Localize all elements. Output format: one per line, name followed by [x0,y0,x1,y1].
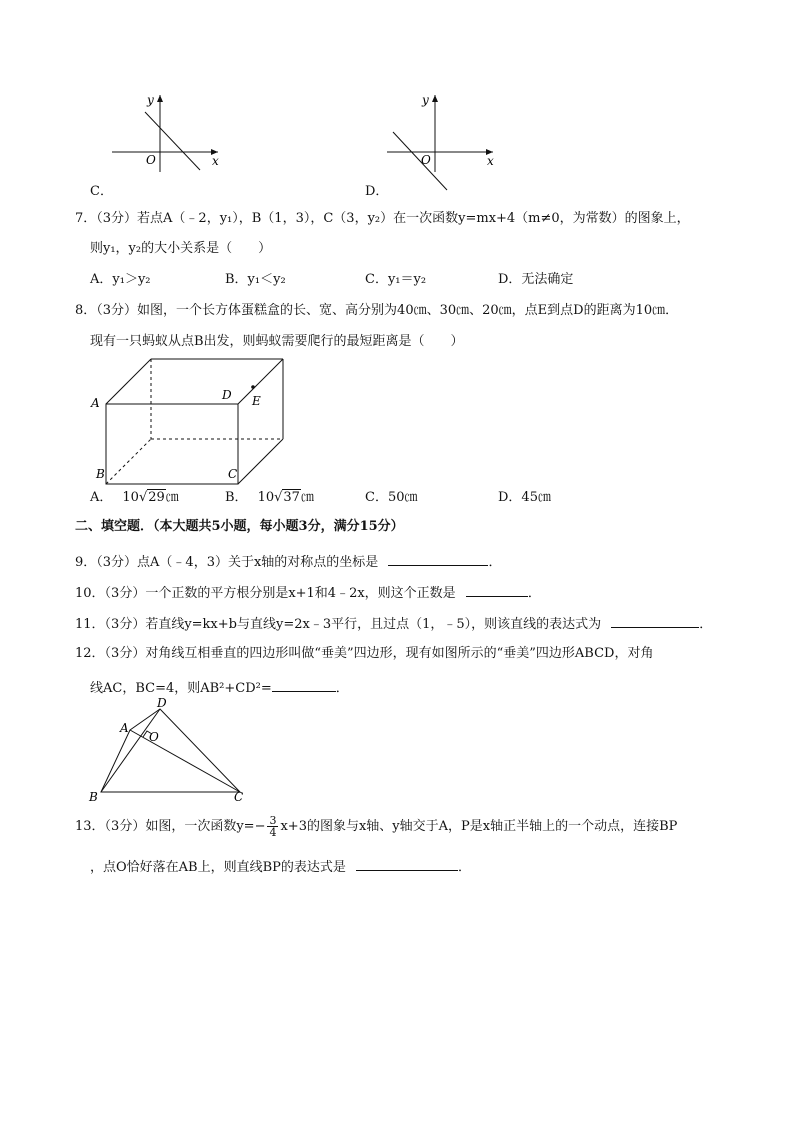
q12-label-b: B [89,790,98,804]
q8-option-b-coef: 10 [257,490,275,505]
q10-line [75,582,541,603]
q12-line1: 12．（3分）对角线互相垂直的四边形叫做“垂美”四边形，现有如图所示的“垂美”四边形ABCD，对角 [75,646,654,661]
q13-frac-den: 4 [269,826,277,839]
q12-label-c: C [234,790,244,804]
q13-start: 13．（3分）如图，一次函数y= [75,819,255,834]
q10-end: ． [527,586,541,601]
q7-option-c: C．y₁＝y₂ [365,272,427,287]
q12-line2-text: 线AC，BC=4，则AB²+CD²= [90,681,272,696]
q8-option-a-coef: 10 [122,490,139,505]
graph-d-y-label: y [422,93,429,107]
q11-line [75,613,712,634]
q10-answer-blank[interactable] [466,582,528,597]
q8-label-e: E [252,394,261,408]
graph-c [100,90,230,175]
q12-label-d: D [157,696,167,710]
q8-option-c: C．50㎝ [365,490,418,505]
sqrt-sign-icon: √ [138,490,148,505]
q12-line2 [90,677,349,698]
q8-option-a-radicand: 29 [148,490,165,505]
graph-d-x-label: x [487,154,494,168]
graph-d-origin-label: O [421,153,431,167]
q13-line2 [90,856,471,877]
q9-line [75,551,501,572]
q13-answer-blank[interactable] [356,856,458,871]
q13-minus: − [254,819,266,834]
q13-fraction [267,815,278,838]
graph-c-y-label: y [147,93,154,107]
q8-label-b: B [96,467,105,481]
q8-option-a-prefix: A． [90,490,113,505]
q7-option-b: B．y₁＜y₂ [225,272,286,287]
q9-answer-blank[interactable] [388,551,488,566]
q8-option-b-radicand: 37 [283,490,300,505]
q13-line2-text: ，点O恰好落在AB上，则直线BP的表达式是 [90,860,346,875]
q8-line1: 8．（3分）如图，一个长方体蛋糕盒的长、宽、高分别为40㎝、30㎝、20㎝，点E到点D的距离为10㎝． [75,303,679,318]
q12-end: ． [335,681,349,696]
q13-end: ． [458,860,472,875]
q9-end: ． [488,555,502,570]
q13-line1 [75,814,677,840]
q7-line2: 则y₁，y₂的大小关系是（ ） [90,241,272,256]
q8-cuboid-figure [88,350,298,485]
graph-c-origin-label: O [146,153,156,167]
sqrt-sign-icon: √ [274,490,283,505]
q8-label-d: D [222,388,232,402]
q11-end: ． [699,617,713,632]
q13-after-frac: x+3的图象与x轴、y轴交于A，P是x轴正半轴上的一个动点，连接BP [280,819,678,834]
q8-option-d: D．45㎝ [498,490,551,505]
section-2-heading: 二、填空题．（本大题共5小题，每小题3分，满分15分） [75,519,404,534]
q8-option-b-unit: ㎝ [300,490,314,505]
q12-label-o: O [149,730,159,744]
graph-c-option-label: C． [90,184,113,199]
q8-label-c: C [228,467,238,481]
q12-label-a: A [120,721,129,735]
q8-option-b-prefix: B． [225,490,248,505]
q9-text: 9．（3分）点A（﹣4，3）关于x轴的对称点的坐标是 [75,555,379,570]
q8-option-b [225,489,314,507]
q7-option-a: A．y₁＞y₂ [90,272,151,287]
graph-c-x-label: x [212,154,219,168]
q7-line1: 7．（3分）若点A（﹣2，y₁），B（1，3），C（3，y₂）在一次函数y=mx+4（m≠0，为常数）的图象上， [75,211,690,226]
q8-line2: 现有一只蚂蚁从点B出发，则蚂蚁需要爬行的最短距离是（ ） [90,334,464,349]
q12-quadrilateral-figure [85,698,255,808]
q11-text: 11．（3分）若直线y=kx+b与直线y=2x﹣3平行，且过点（1，﹣5），则该直线的表达式为 [75,617,602,632]
graph-d [375,90,505,175]
q11-answer-blank[interactable] [611,613,699,628]
q10-text: 10．（3分）一个正数的平方根分别是x+1和4﹣2x，则这个正数是 [75,586,456,601]
q7-option-d: D．无法确定 [498,272,574,287]
q8-option-a [90,489,179,507]
q12-answer-blank[interactable] [272,677,336,692]
q8-option-a-unit: ㎝ [165,490,179,505]
q13-frac-num: 3 [269,814,277,827]
graph-d-option-label: D． [365,184,389,199]
q8-label-a: A [91,396,100,410]
